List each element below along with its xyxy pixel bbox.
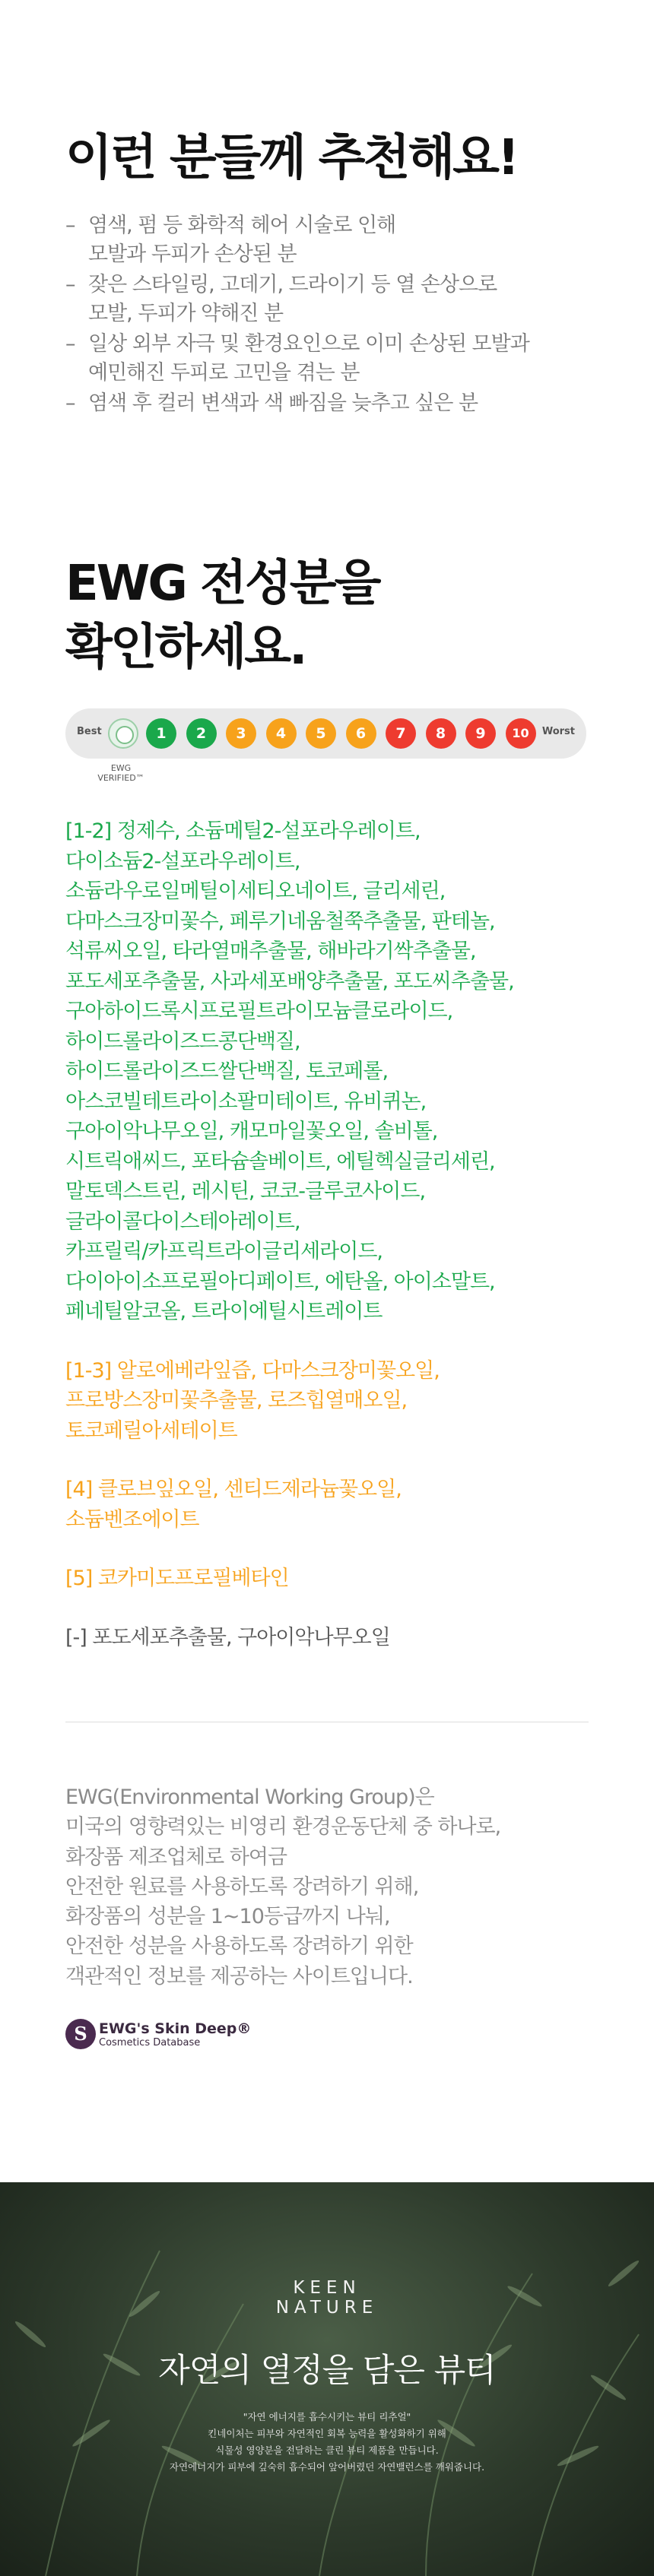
recommend-item (65, 211, 598, 269)
scale-best-label: Best (77, 726, 102, 737)
ewg-verified-line2: VERIFIED™ (97, 773, 144, 783)
ingredient-line: [4] 클로브잎오일, 센티드제라늄꽃오일, (65, 1478, 402, 1501)
ewg-description-line: 화장품의 성분을 1~10등급까지 나눠, (65, 1905, 390, 1929)
grade-9-dot: 9 (465, 718, 496, 749)
recommend-item (65, 271, 598, 328)
recommend-item-dash: – (65, 391, 75, 415)
ingredient-list (65, 816, 598, 1681)
hero-text-line: 식물성 영양분을 전달하는 클린 뷰티 제품을 만듭니다. (215, 2445, 439, 2456)
grade-7-dot: 7 (386, 718, 416, 749)
hero-title: 자연의 열정을 담은 뷰티 (158, 2352, 496, 2390)
ewg-verified-icon (108, 718, 138, 749)
ewg-grade-scale (65, 708, 586, 759)
recommend-item-dash: – (65, 332, 75, 356)
recommend-item-line1: 염색 후 컬러 변색과 색 빠짐을 늦추고 싶은 분 (88, 391, 478, 415)
ewg-description-line: 미국의 영향력있는 비영리 환경운동단체 중 하나로, (65, 1815, 501, 1839)
ingredient-line: [5] 코카미도프로필베타인 (65, 1567, 289, 1590)
skin-deep-mark-icon: S (65, 2019, 96, 2049)
ewg-description-line: EWG(Environmental Working Group)은 (65, 1785, 434, 1809)
brand-hero-banner (0, 2182, 654, 2576)
ingredient-line: 소듐라우로일메틸이세티오네이트, 글리세린, (65, 879, 446, 903)
ewg-description-line: 화장품 제조업체로 하여금 (65, 1845, 287, 1869)
recommend-item-dash: – (65, 214, 75, 237)
ewg-verified-line1: EWG (110, 763, 132, 773)
ingredient-line: [-] 포도세포추출물, 구아이악나무오일 (65, 1625, 390, 1649)
grade-4-dot: 4 (266, 718, 297, 749)
recommend-item-line1: 잦은 스타일링, 고데기, 드라이기 등 열 손상으로 (88, 273, 497, 296)
grade-2-dot: 2 (186, 718, 217, 749)
ingredient-group (65, 1623, 598, 1653)
ingredient-line: 하이드롤라이즈드콩단백질, (65, 1029, 300, 1054)
ingredient-line: 시트릭애씨드, 포타슘솔베이트, 에틸헥실글리세린, (65, 1149, 495, 1174)
skin-deep-logo-sub: Cosmetics Database (99, 2037, 201, 2048)
ingredient-line: [1-2] 정제수, 소듐메틸2-설포라우레이트, (65, 819, 421, 843)
recommend-item-line2: 모발과 두피가 손상된 분 (88, 242, 297, 266)
recommend-item-line1: 일상 외부 자극 및 환경요인으로 이미 손상된 모발과 (88, 332, 529, 356)
ingredient-group (65, 816, 598, 1327)
skin-deep-logo-name: EWG's Skin Deep® (99, 2020, 252, 2037)
ewg-title-line1: EWG 전성분을 (65, 556, 379, 612)
ewg-title (65, 552, 598, 680)
ingredient-line: 다마스크장미꽃수, 페루기네움철쭉추출물, 판테놀, (65, 909, 495, 933)
hero-text-line: "자연 에너지를 흡수시키는 뷰티 리추얼" (243, 2411, 411, 2422)
ewg-verified-label (87, 763, 155, 783)
ingredient-line: 구아하이드록시프로필트라이모늄클로라이드, (65, 1000, 453, 1023)
ingredient-line: 다이소듐2-설포라우레이트, (65, 849, 300, 873)
ingredient-line: [1-3] 알로에베라잎즙, 다마스크장미꽃오일, (65, 1358, 440, 1383)
ewg-section (65, 552, 598, 680)
ewg-description (65, 1782, 598, 1991)
ewg-title-line2: 확인하세요. (65, 619, 306, 676)
ingredient-line: 하이드롤라이즈드쌀단백질, 토코페롤, (65, 1060, 389, 1083)
recommend-item-line1: 염색, 펌 등 화학적 헤어 시술로 인해 (88, 214, 396, 237)
ingredient-line: 토코페릴아세테이트 (65, 1418, 237, 1443)
ingredient-line: 아스코빌테트라이소팔미테이트, 유비퀴논, (65, 1089, 427, 1114)
ingredient-line: 구아이악나무오일, 캐모마일꽃오일, 솔비톨, (65, 1120, 438, 1143)
ingredient-line: 말토덱스트린, 레시틴, 코코-글루코사이드, (65, 1180, 426, 1203)
recommend-item-line2: 예민해진 두피로 고민을 겪는 분 (88, 361, 360, 385)
ingredient-line: 석류씨오일, 타라열매추출물, 해바라기싹추출물, (65, 939, 476, 963)
ingredient-group (65, 1356, 598, 1446)
grade-6-dot: 6 (346, 718, 376, 749)
recommend-item (65, 389, 598, 418)
ingredient-line: 프로방스장미꽃추출물, 로즈힙열매오일, (65, 1389, 408, 1412)
grade-10-dot: 10 (506, 718, 536, 749)
grade-8-dot: 8 (426, 718, 456, 749)
recommend-list (65, 211, 598, 418)
ingredient-group (65, 1564, 598, 1594)
ingredient-line: 카프릴릭/카프릭트라이글리세라이드, (65, 1240, 383, 1263)
scale-worst-label: Worst (541, 726, 575, 737)
grade-5-dot: 5 (306, 718, 336, 749)
ewg-description-line: 안전한 원료를 사용하도록 장려하기 위해, (65, 1874, 419, 1899)
recommend-item (65, 330, 598, 388)
ewg-description-line: 객관적인 정보를 제공하는 사이트입니다. (65, 1964, 413, 1988)
ingredient-line: 포도세포추출물, 사과세포배양추출물, 포도씨추출물, (65, 969, 514, 993)
recommend-item-dash: – (65, 273, 75, 296)
grade-3-dot: 3 (226, 718, 256, 749)
recommend-title: 이런 분들께 추천해요! (65, 130, 518, 186)
ewg-description-line: 안전한 성분을 사용하도록 장려하기 위한 (65, 1934, 413, 1959)
ingredient-line: 다이아이소프로필아디페이트, 에탄올, 아이소말트, (65, 1269, 495, 1294)
grade-1-dot: 1 (146, 718, 176, 749)
hero-brand-line2: NATURE (275, 2298, 379, 2318)
ingredient-group (65, 1475, 598, 1535)
recommend-section (65, 128, 598, 420)
hero-text-line: 킨네이처는 피부와 자연적인 회복 능력을 활성화하기 위해 (208, 2428, 446, 2439)
hero-text-line: 자연에너지가 피부에 깊숙히 흡수되어 앞어버렸던 자연밸런스를 깨워줍니다. (169, 2461, 485, 2473)
ingredient-line: 페네틸알코올, 트라이에틸시트레이트 (65, 1300, 383, 1323)
hero-brand-line1: KEEN (293, 2278, 361, 2298)
recommend-item-line2: 모발, 두피가 약해진 분 (88, 302, 284, 325)
ingredient-line: 소듐벤조에이트 (65, 1507, 199, 1532)
ingredient-line: 글라이콜다이스테아레이트, (65, 1209, 300, 1234)
